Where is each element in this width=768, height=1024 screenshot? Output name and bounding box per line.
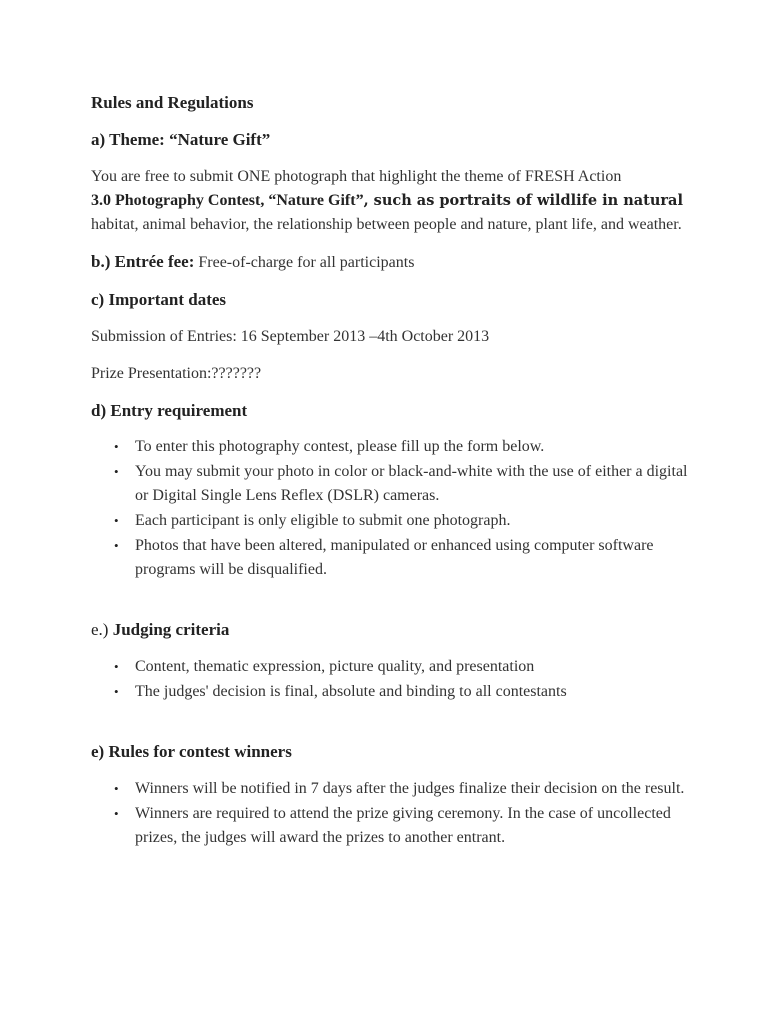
list-item-text: Winners are required to attend the prize giving ceremony. In the case of uncollected prizes, the judges will award the prizes to another entrant. xyxy=(135,805,671,846)
list-item-text: You may submit your photo in color or black-and-white with the use of either a digital or Digital Single Lens Reflex (DSLR) cameras. xyxy=(135,463,688,504)
list-item-text: Photos that have been altered, manipulated or enhanced using computer software programs will be disqualified. xyxy=(135,537,654,578)
theme-text-line2 xyxy=(91,189,691,213)
bullet-icon: • xyxy=(114,684,119,699)
list-item-text: Each participant is only eligible to submit one photograph. xyxy=(135,512,511,529)
entry-heading: d) Entry requirement xyxy=(91,401,248,420)
theme-text-contest: 3.0 Photography Contest, “Nature Gift” xyxy=(91,192,364,209)
list-item xyxy=(114,680,691,704)
bullet-icon: • xyxy=(114,806,119,821)
bullet-icon: • xyxy=(114,513,119,528)
list-item-text: Content, thematic expression, picture quality, and presentation xyxy=(135,658,535,675)
list-item xyxy=(114,802,691,850)
theme-heading-prefix: a) Theme: xyxy=(91,130,170,149)
bullet-icon: • xyxy=(114,439,119,454)
list-item-text: To enter this photography contest, please fill up the form below. xyxy=(135,438,545,455)
judging-list xyxy=(91,655,691,704)
theme-paragraph xyxy=(91,165,691,237)
judging-heading-text: Judging criteria xyxy=(112,620,230,639)
fee-value: Free-of-charge for all participants xyxy=(194,254,415,271)
theme-heading xyxy=(91,128,691,152)
bullet-icon: • xyxy=(114,464,119,479)
fee-label: b.) Entrée fee: xyxy=(91,252,195,271)
list-item xyxy=(114,509,691,533)
fee-line xyxy=(91,250,691,275)
entry-list xyxy=(91,435,691,582)
winners-list xyxy=(91,777,691,850)
list-item xyxy=(114,534,691,582)
document-page xyxy=(91,91,691,851)
theme-text-examples: , such as portraits of wildlife in natural xyxy=(363,192,683,209)
dates-heading: c) Important dates xyxy=(91,290,227,309)
list-item-text: Winners will be notified in 7 days after the judges finalize their decision on the result. xyxy=(135,780,685,797)
list-item xyxy=(114,460,691,508)
judging-heading-prefix: e.) xyxy=(91,620,113,639)
submission-dates: Submission of Entries: 16 September 2013 –4th October 2013 xyxy=(91,328,490,345)
list-item xyxy=(114,655,691,679)
bullet-icon: • xyxy=(114,659,119,674)
list-item xyxy=(114,435,691,459)
theme-heading-name: “Nature Gift” xyxy=(169,130,271,149)
list-item xyxy=(114,777,691,801)
theme-text-rest: habitat, animal behavior, the relationship between people and nature, plant life, and weather. xyxy=(91,216,682,233)
judging-heading xyxy=(91,618,691,642)
winners-heading: e) Rules for contest winners xyxy=(91,742,292,761)
theme-text-line1: You are free to submit ONE photograph that highlight the theme of FRESH Action xyxy=(91,168,622,185)
bullet-icon: • xyxy=(114,538,119,553)
list-item-text: The judges' decision is final, absolute and binding to all contestants xyxy=(135,683,567,700)
bullet-icon: • xyxy=(114,781,119,796)
prize-presentation: Prize Presentation:??????? xyxy=(91,365,262,382)
page-title: Rules and Regulations xyxy=(91,93,254,112)
